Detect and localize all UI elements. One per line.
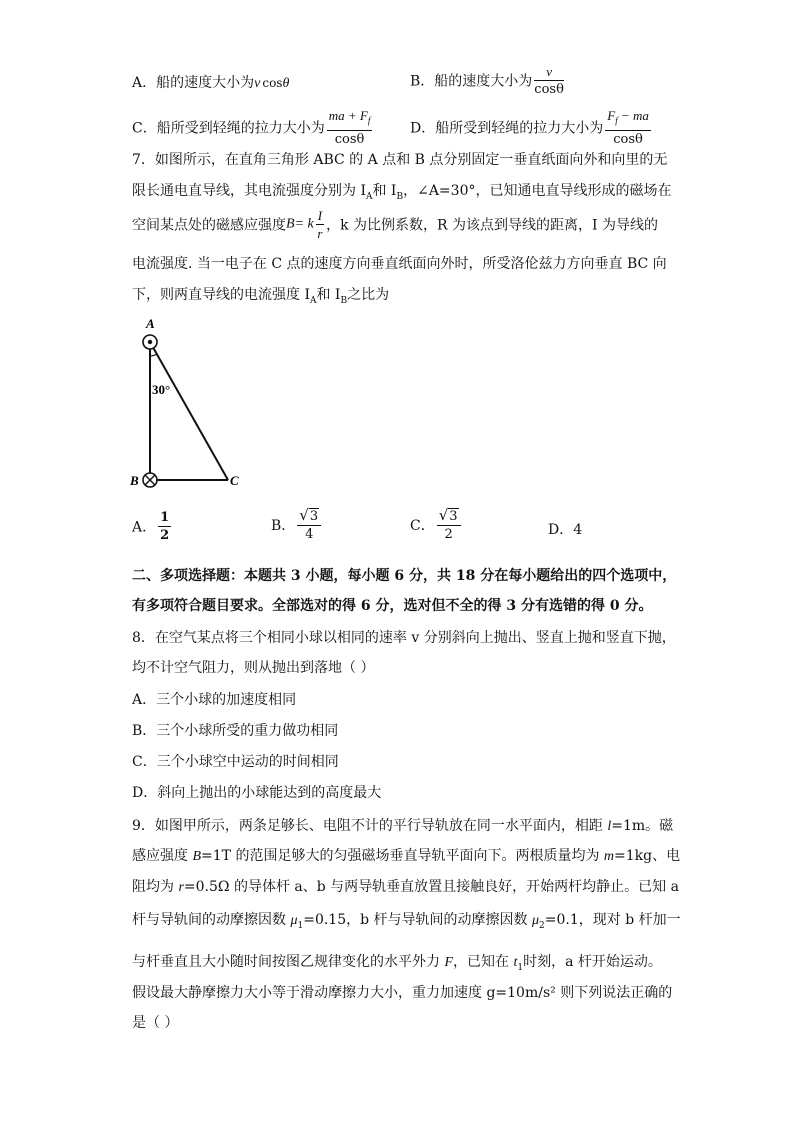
q7-line2-sub-b: B bbox=[396, 191, 404, 202]
q6-option-b-den: cosθ bbox=[534, 82, 564, 97]
q9-line3-r: r bbox=[178, 880, 184, 895]
q7-option-a-num: 1 bbox=[160, 510, 170, 525]
q7-label-a: A bbox=[146, 316, 155, 331]
q7-line3-eq: = k bbox=[294, 216, 314, 232]
q9-line5 bbox=[132, 952, 662, 978]
q7-option-c-label: C． bbox=[410, 518, 435, 534]
q7-option-b-num bbox=[297, 508, 321, 526]
q7-option-c-fraction bbox=[437, 508, 461, 542]
q7-line5-a: 下，则两直导线的电流强度 I bbox=[132, 287, 310, 303]
q8-option-c[interactable]: C．三个小球空中运动的时间相同 bbox=[132, 754, 339, 770]
q6-option-d-label: D．船所受到轻绳的拉力大小为 bbox=[410, 120, 604, 137]
q7-line2-a: 限长通电直导线，其电流强度分别为 I bbox=[132, 183, 366, 199]
q6-option-c-label: C．船所受到轻绳的拉力大小为 bbox=[132, 120, 325, 137]
q7-option-a[interactable] bbox=[132, 510, 173, 543]
q7-option-d[interactable]: D．4 bbox=[548, 522, 583, 538]
q6-option-c-num bbox=[327, 108, 373, 131]
q6-option-d-den: cosθ bbox=[613, 131, 643, 147]
q7-line3-a: 空间某点处的磁感应强度 bbox=[132, 217, 286, 234]
wire-out-dot bbox=[148, 340, 152, 344]
q8-option-a[interactable]: A．三个小球的加速度相同 bbox=[132, 692, 297, 708]
q7-option-b-den: 4 bbox=[305, 527, 314, 542]
q7-side-ac bbox=[150, 342, 228, 480]
q7-line3-num: I bbox=[317, 208, 323, 223]
q9-line4-mu1: μ bbox=[290, 913, 298, 928]
q6-option-c[interactable] bbox=[132, 108, 374, 147]
q6-option-a[interactable] bbox=[132, 72, 289, 92]
q7-line5 bbox=[132, 285, 389, 311]
q6-option-c-fraction bbox=[327, 108, 373, 147]
q9-line3-b: =0.5Ω 的导体杆 a、b 与两导轨垂直放置且接触良好，开始两杆均静止。已知 a bbox=[183, 879, 679, 895]
q6-option-b[interactable] bbox=[410, 64, 566, 97]
q7-option-c[interactable] bbox=[410, 508, 463, 542]
q9-line6: 假设最大静摩擦力大小等于滑动摩擦力大小，重力加速度 g=10m/s² 则下列说法正确的 bbox=[132, 985, 673, 1001]
q6-option-c-den: cosθ bbox=[334, 131, 365, 147]
q9-line4-c: =0.1，现对 b 杆加一 bbox=[544, 912, 681, 928]
q8-line2: 均不计空气阻力，则从抛出到落地（ ） bbox=[132, 660, 375, 676]
q9-line3 bbox=[132, 877, 679, 898]
q7-line4: 电流强度. 当一电子在 C 点的速度方向垂直纸面向外时，所受洛伦兹力方向垂直 BC 向 bbox=[132, 256, 667, 272]
section2-line2: 有多项符合题目要求。全部选对的得 6 分，选对但不全的得 3 分有选错的得 0 分。 bbox=[132, 598, 653, 614]
q9-line7: 是（ ） bbox=[132, 1015, 179, 1031]
q6-option-d-num-sub: f bbox=[615, 115, 618, 126]
q6-option-d-num-f: F bbox=[607, 108, 616, 123]
q7-line3-B: B bbox=[286, 216, 295, 232]
section2-line1: 二、多项选择题：本题共 3 小题，每小题 6 分，共 18 分在每小题给出的四个选项中， bbox=[132, 568, 677, 584]
q6-option-a-v: v bbox=[254, 76, 261, 91]
q6-option-a-theta: θ bbox=[282, 76, 290, 91]
q7-option-b-radicand: 3 bbox=[309, 509, 319, 524]
q9-line4-sub2: 2 bbox=[539, 920, 545, 931]
q9-line5-t: t bbox=[513, 955, 518, 970]
q9-line1-b: =1m。磁 bbox=[611, 818, 674, 834]
q7-label-c: C bbox=[230, 473, 239, 488]
q9-line3-a: 阻均为 bbox=[132, 879, 179, 895]
q9-line2-m: m bbox=[603, 849, 615, 864]
q6-option-d-num-rest: − ma bbox=[617, 108, 649, 123]
q7-line3-b: ，k 为比例系数，R 为该点到导线的距离，I 为导线的 bbox=[326, 217, 658, 234]
q7-option-c-den: 2 bbox=[444, 527, 453, 542]
q9-line1 bbox=[132, 816, 673, 837]
q7-line5-b: 和 I bbox=[316, 287, 341, 303]
q7-line1: 7．如图所示，在直角三角形 ABC 的 A 点和 B 点分别固定一垂直纸面向外和向里的无 bbox=[132, 152, 668, 168]
q8-option-d[interactable]: D．斜向上抛出的小球能达到的高度最大 bbox=[132, 785, 382, 801]
q9-line4-sub1: 1 bbox=[297, 920, 304, 931]
q9-line5-sub: 1 bbox=[517, 962, 524, 973]
q7-line2-sub-a: A bbox=[365, 191, 373, 202]
q7-option-a-label: A． bbox=[132, 519, 157, 536]
q7-option-b-fraction bbox=[297, 508, 321, 542]
q9-line5-a: 与杆垂直且大小随时间按图乙规律变化的水平外力 bbox=[132, 954, 445, 970]
q9-line1-a: 9．如图甲所示，两条足够长、电阻不计的平行导轨放在同一水平面内，相距 bbox=[132, 818, 608, 834]
q7-line2-b: 和 I bbox=[372, 183, 397, 199]
q6-option-d[interactable] bbox=[410, 108, 653, 147]
q9-line5-F: F bbox=[444, 955, 454, 970]
q7-option-c-num bbox=[437, 508, 461, 526]
q8-option-b[interactable]: B．三个小球所受的重力做功相同 bbox=[132, 723, 339, 739]
q7-label-b: B bbox=[130, 473, 139, 488]
q7-option-a-den: 2 bbox=[160, 528, 170, 543]
q9-line4-mu2: μ bbox=[531, 913, 540, 928]
q7-line2-c: ，∠A=30°，已知通电直导线形成的磁场在 bbox=[403, 183, 672, 199]
q7-line5-sub-b: B bbox=[340, 295, 348, 306]
q7-line5-c: 之比为 bbox=[347, 287, 390, 303]
q7-option-b[interactable] bbox=[271, 508, 323, 542]
q7-line3-den: r bbox=[317, 226, 323, 241]
q6-option-b-label: B．船的速度大小为 bbox=[410, 73, 533, 90]
q7-triangle-figure bbox=[130, 312, 250, 492]
q7-option-a-fraction bbox=[158, 510, 171, 543]
q9-line2-a: 感应强度 bbox=[132, 848, 193, 864]
q7-line5-sub-a: A bbox=[309, 295, 317, 306]
q9-line5-b: ，已知在 bbox=[453, 954, 514, 970]
q9-line4 bbox=[132, 910, 681, 936]
q9-line2-c: =1kg、电 bbox=[614, 848, 681, 864]
q6-option-c-num-sub: f bbox=[367, 115, 371, 126]
q7-angle-arc bbox=[150, 354, 157, 356]
q7-angle-label: 30° bbox=[152, 382, 171, 397]
q9-line5-c: 时刻，a 杆开始运动。 bbox=[523, 954, 662, 970]
q9-line4-a: 杆与导轨间的动摩擦因数 bbox=[132, 912, 291, 928]
q7-option-b-label: B． bbox=[271, 518, 296, 534]
q6-option-c-num-text: ma + F bbox=[328, 108, 368, 123]
q9-line2-b: =1T 的范围足够大的匀强磁场垂直导轨平面向下。两根质量均为 bbox=[201, 848, 604, 864]
q7-line3 bbox=[132, 208, 658, 241]
q6-option-d-num bbox=[605, 108, 651, 131]
q7-line3-fraction bbox=[316, 208, 324, 241]
q6-option-d-fraction bbox=[605, 108, 651, 147]
sqrt-icon: √ bbox=[438, 506, 449, 524]
q9-line4-b: =0.15，b 杆与导轨间的动摩擦因数 bbox=[303, 912, 532, 928]
q6-option-a-label: A．船的速度大小为 bbox=[132, 75, 255, 91]
q6-option-b-fraction bbox=[534, 64, 564, 97]
q8-line1: 8．在空气某点将三个相同小球以相同的速率 v 分别斜向上抛出、竖直上抛和竖直下抛， bbox=[132, 630, 676, 646]
q9-line1-l: l bbox=[607, 819, 612, 834]
q9-line2-B: B bbox=[192, 849, 202, 864]
sqrt-icon: √ bbox=[299, 506, 309, 524]
q7-line2 bbox=[132, 181, 671, 207]
q6-option-b-num: v bbox=[534, 64, 564, 81]
q6-option-a-cos: cos bbox=[262, 76, 283, 90]
q9-line2 bbox=[132, 846, 680, 867]
q7-option-c-radicand: 3 bbox=[449, 509, 458, 524]
